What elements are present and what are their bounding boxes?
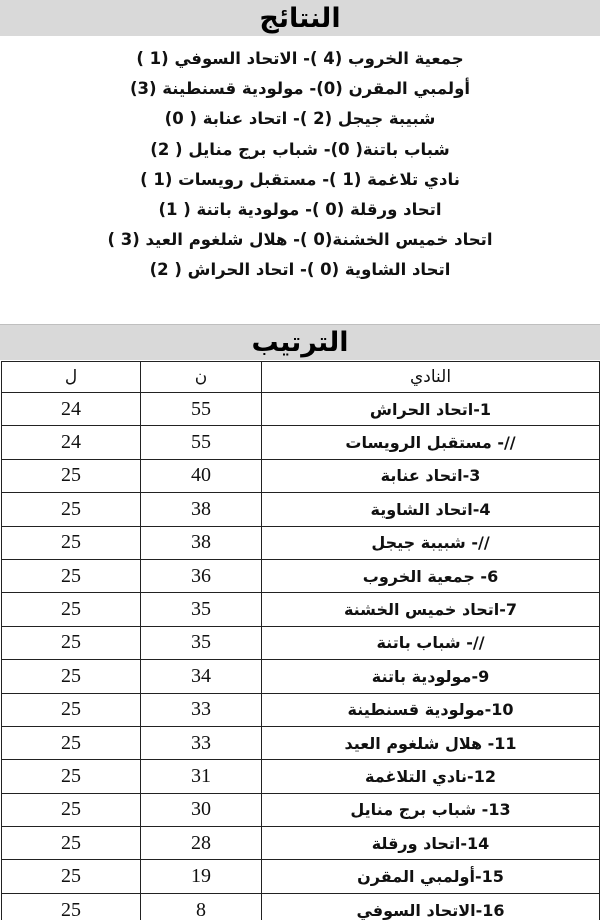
- table-row: [2, 526, 600, 559]
- standings-table: [1, 361, 600, 920]
- cell-played: 25: [2, 660, 141, 693]
- cell-club: 15-أولمبي المقرن: [262, 860, 600, 893]
- header-played: ل: [2, 362, 141, 393]
- cell-club: //- شبيبة جيجل: [262, 526, 600, 559]
- cell-points: 35: [141, 626, 262, 659]
- cell-played: 25: [2, 893, 141, 920]
- result-line: اتحاد خميس الخشنة(0 )- هلال شلغوم العيد (3 ): [107, 230, 493, 250]
- cell-played: 25: [2, 726, 141, 759]
- result-line: اتحاد ورقلة (0 )- مولودية باتنة ( 1): [158, 199, 442, 219]
- cell-points: 8: [141, 893, 262, 920]
- table-row: [2, 827, 600, 860]
- cell-played: 25: [2, 626, 141, 659]
- table-row: [2, 593, 600, 626]
- cell-club: 16-الاتحاد السوفي: [262, 893, 600, 920]
- result-line: شباب باتنة( 0)- شباب برج منايل ( 2): [150, 139, 450, 159]
- cell-club: 12-نادي التلاغمة: [262, 760, 600, 793]
- cell-club: 4-اتحاد الشاوية: [262, 493, 600, 526]
- cell-played: 25: [2, 860, 141, 893]
- results-title: النتائج: [259, 2, 341, 34]
- table-row: [2, 726, 600, 759]
- table-row: [2, 393, 600, 426]
- table-row: [2, 559, 600, 592]
- standings-body: [2, 393, 600, 920]
- cell-played: 25: [2, 459, 141, 492]
- table-row: [2, 626, 600, 659]
- cell-played: 25: [2, 693, 141, 726]
- cell-played: 25: [2, 593, 141, 626]
- table-row: [2, 793, 600, 826]
- cell-club: 9-مولودية باتنة: [262, 660, 600, 693]
- table-row: [2, 426, 600, 459]
- cell-club: 13- شباب برج منايل: [262, 793, 600, 826]
- cell-club: 3-اتحاد عنابة: [262, 459, 600, 492]
- cell-points: 31: [141, 760, 262, 793]
- cell-club: 14-اتحاد ورقلة: [262, 827, 600, 860]
- cell-played: 25: [2, 760, 141, 793]
- cell-points: 33: [141, 726, 262, 759]
- standings-header: [0, 324, 600, 360]
- cell-club: 1-اتحاد الحراش: [262, 393, 600, 426]
- cell-played: 25: [2, 526, 141, 559]
- cell-points: 28: [141, 827, 262, 860]
- cell-played: 24: [2, 393, 141, 426]
- results-header: [0, 0, 600, 36]
- cell-played: 25: [2, 827, 141, 860]
- result-line: اتحاد الشاوية (0 )- اتحاد الحراش ( 2): [149, 260, 451, 280]
- table-row: [2, 660, 600, 693]
- cell-played: 25: [2, 793, 141, 826]
- cell-points: 55: [141, 393, 262, 426]
- cell-points: 30: [141, 793, 262, 826]
- cell-club: 6- جمعية الخروب: [262, 559, 600, 592]
- header-points: ن: [141, 362, 262, 393]
- results-list: [0, 44, 600, 286]
- cell-points: 55: [141, 426, 262, 459]
- header-club: النادي: [262, 362, 600, 393]
- result-line: نادي تلاغمة (1 )- مستقبل رويسات (1 ): [140, 169, 460, 189]
- cell-club: 10-مولودية قسنطينة: [262, 693, 600, 726]
- table-row: [2, 893, 600, 920]
- cell-club: 7-اتحاد خميس الخشنة: [262, 593, 600, 626]
- table-row: [2, 693, 600, 726]
- table-row: [2, 493, 600, 526]
- cell-points: 35: [141, 593, 262, 626]
- table-row: [2, 760, 600, 793]
- result-line: أولمبي المقرن (0)- مولودية قسنطينة (3): [129, 79, 471, 99]
- cell-played: 25: [2, 559, 141, 592]
- table-header-row: [2, 362, 600, 393]
- result-line: شبيبة جيجل (2 )- اتحاد عنابة ( 0): [164, 109, 436, 129]
- cell-points: 38: [141, 526, 262, 559]
- table-row: [2, 459, 600, 492]
- cell-played: 25: [2, 493, 141, 526]
- cell-points: 40: [141, 459, 262, 492]
- cell-points: 36: [141, 559, 262, 592]
- cell-points: 19: [141, 860, 262, 893]
- cell-played: 24: [2, 426, 141, 459]
- table-row: [2, 860, 600, 893]
- result-line: جمعية الخروب (4 )- الاتحاد السوفي (1 ): [136, 49, 464, 68]
- cell-points: 33: [141, 693, 262, 726]
- cell-points: 34: [141, 660, 262, 693]
- standings-title: الترتيب: [251, 327, 349, 358]
- cell-points: 38: [141, 493, 262, 526]
- cell-club: //- مستقبل الرويسات: [262, 426, 600, 459]
- cell-club: 11- هلال شلغوم العيد: [262, 726, 600, 759]
- cell-club: //- شباب باتنة: [262, 626, 600, 659]
